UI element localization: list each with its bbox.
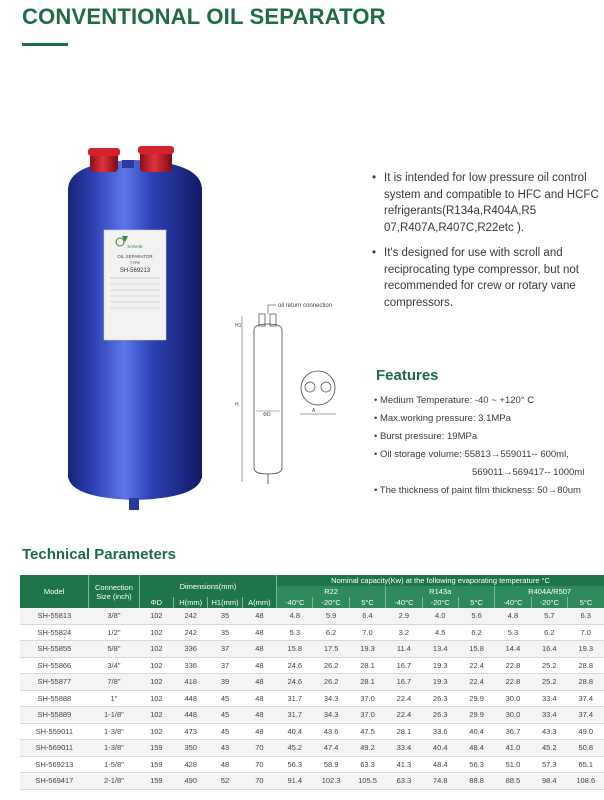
model-cell: SH-569011	[20, 740, 89, 757]
drawing-h: H	[235, 402, 239, 408]
table-cell: 159	[139, 773, 173, 790]
table-row	[20, 624, 604, 641]
model-cell: SH-55855	[20, 641, 89, 658]
table-cell: 26.3	[422, 690, 458, 707]
table-cell: 41.3	[386, 756, 422, 773]
table-row	[20, 690, 604, 707]
table-cell: 35	[208, 608, 242, 624]
header-temp: -20°C	[422, 597, 458, 608]
header-temp: -40°C	[495, 597, 531, 608]
intro-bullets	[372, 170, 604, 320]
table-cell: 1-5/8"	[89, 756, 140, 773]
table-cell: 6.2	[458, 624, 494, 641]
table-cell: 26.3	[422, 707, 458, 724]
header-temp: 5°C	[567, 597, 604, 608]
table-cell: 448	[174, 707, 208, 724]
table-cell: 28.1	[349, 657, 385, 674]
table-cell: 159	[139, 756, 173, 773]
table-cell: 102	[139, 723, 173, 740]
technical-parameters-table	[20, 575, 604, 790]
table-cell: 15.8	[277, 641, 313, 658]
table-cell: 6.3	[567, 608, 604, 624]
table-cell: 242	[174, 624, 208, 641]
table-cell: 7.0	[567, 624, 604, 641]
table-cell: 102	[139, 707, 173, 724]
table-row	[20, 641, 604, 658]
table-cell: 19.3	[349, 641, 385, 658]
table-cell: 88.8	[458, 773, 494, 790]
feature-item: • Medium Temperature: -40 ~ +120° C	[374, 395, 535, 406]
table-cell: 5.6	[458, 608, 494, 624]
table-cell: 4.8	[277, 608, 313, 624]
table-cell: 51.0	[495, 756, 531, 773]
feature-item: • The thickness of paint film thickness: 50→80um	[374, 485, 581, 496]
table-cell: 70	[242, 773, 276, 790]
drawing-diameter: ΦD	[263, 412, 271, 418]
header-r404a: R404A/R507	[495, 586, 604, 597]
table-cell: 40.4	[422, 740, 458, 757]
table-cell: 48	[242, 641, 276, 658]
features-heading: Features	[376, 367, 439, 384]
table-cell: 336	[174, 641, 208, 658]
table-cell: 428	[174, 756, 208, 773]
bullet-icon: •	[372, 172, 377, 184]
table-cell: 37.4	[567, 707, 604, 724]
table-cell: 2-1/8"	[89, 773, 140, 790]
table-cell: 48	[242, 657, 276, 674]
table-cell: 48.4	[458, 740, 494, 757]
table-cell: 45	[208, 707, 242, 724]
label-line1: OIL SEPARATOR	[117, 254, 153, 259]
header-dimensions: Dimensions(mm)	[139, 575, 276, 597]
table-cell: 48	[242, 608, 276, 624]
table-cell: 16.7	[386, 657, 422, 674]
table-cell: 102.3	[313, 773, 349, 790]
table-cell: 45.2	[531, 740, 567, 757]
table-cell: 350	[174, 740, 208, 757]
title-underline	[22, 43, 68, 46]
table-cell: 56.3	[458, 756, 494, 773]
table-cell: 34.3	[313, 707, 349, 724]
table-row	[20, 773, 604, 790]
table-cell: 336	[174, 657, 208, 674]
table-cell: 19.3	[422, 674, 458, 691]
feature-item-continued: 569011→569417-- 1000ml	[472, 467, 585, 478]
table-cell: 24.6	[277, 657, 313, 674]
table-cell: 4.5	[422, 624, 458, 641]
table-row	[20, 723, 604, 740]
table-cell: 48	[208, 756, 242, 773]
table-cell: 5/8"	[89, 641, 140, 658]
table-cell: 63.3	[349, 756, 385, 773]
table-cell: 48	[242, 674, 276, 691]
table-cell: 37.4	[567, 690, 604, 707]
table-cell: 29.9	[458, 707, 494, 724]
table-cell: 47.4	[313, 740, 349, 757]
header-r143a: R143a	[386, 586, 495, 597]
table-cell: 22.4	[386, 707, 422, 724]
table-cell: 22.4	[458, 674, 494, 691]
table-cell: 45.2	[277, 740, 313, 757]
header-dim: H1(mm)	[208, 597, 242, 608]
table-cell: 1-3/8"	[89, 740, 140, 757]
label-model: SH-569213	[119, 268, 151, 274]
table-cell: 29.9	[458, 690, 494, 707]
table-cell: 30.0	[495, 707, 531, 724]
header-temp: -40°C	[277, 597, 313, 608]
table-cell: 33.4	[531, 707, 567, 724]
table-cell: 28.1	[349, 674, 385, 691]
table-cell: 13.4	[422, 641, 458, 658]
feature-item: • Max.working pressure: 3.1MPa	[374, 413, 511, 424]
table-cell: 56.3	[277, 756, 313, 773]
table-cell: 16.7	[386, 674, 422, 691]
table-cell: 5.3	[495, 624, 531, 641]
table-cell: 36.7	[495, 723, 531, 740]
table-cell: 37.0	[349, 707, 385, 724]
table-cell: 28.8	[567, 657, 604, 674]
table-cell: 1-1/8"	[89, 707, 140, 724]
table-cell: 88.5	[495, 773, 531, 790]
table-cell: 473	[174, 723, 208, 740]
table-cell: 70	[242, 740, 276, 757]
intro-item: • It is intended for low pressure oil control system and compatible to HFC and HCFC refrigerants(R134a,R404A,R5 07,R407A,R407C,R22etc ).	[372, 172, 599, 234]
table-cell: 448	[174, 690, 208, 707]
table-cell: 16.4	[531, 641, 567, 658]
table-cell: 50.8	[567, 740, 604, 757]
header-dim: ΦD	[139, 597, 173, 608]
model-cell: SH-569213	[20, 756, 89, 773]
drawing-top-label: oil return connection	[278, 303, 333, 309]
intro-item: • It's designed for use with scroll and reciprocating type compressor, but not recommended for crew or rotary vane compressors.	[372, 247, 579, 309]
table-cell: 6.2	[531, 624, 567, 641]
table-cell: 37	[208, 641, 242, 658]
table-cell: 19.3	[567, 641, 604, 658]
header-temp: -20°C	[313, 597, 349, 608]
table-cell: 105.5	[349, 773, 385, 790]
table-cell: 3/8"	[89, 608, 140, 624]
label-line2: TYPE	[129, 260, 141, 265]
table-cell: 1-3/8"	[89, 723, 140, 740]
table-cell: 4.8	[495, 608, 531, 624]
table-row	[20, 756, 604, 773]
table-cell: 102	[139, 690, 173, 707]
table-cell: 52	[208, 773, 242, 790]
header-temp: -40°C	[386, 597, 422, 608]
table-cell: 26.2	[313, 674, 349, 691]
table-cell: 41.0	[495, 740, 531, 757]
technical-parameters-heading: Technical Parameters	[22, 546, 176, 563]
product-photo	[60, 138, 210, 518]
table-cell: 5.9	[313, 608, 349, 624]
table-cell: 45	[208, 723, 242, 740]
table-cell: 22.8	[495, 657, 531, 674]
model-cell: SH-559011	[20, 723, 89, 740]
table-cell: 15.8	[458, 641, 494, 658]
table-cell: 49.2	[349, 740, 385, 757]
table-cell: 57.3	[531, 756, 567, 773]
table-cell: 65.1	[567, 756, 604, 773]
table-cell: 43.6	[313, 723, 349, 740]
page-title: CONVENTIONAL OIL SEPARATOR	[22, 4, 386, 29]
table-cell: 11.4	[386, 641, 422, 658]
table-cell: 6.4	[349, 608, 385, 624]
table-cell: 48	[242, 624, 276, 641]
label-brand: SANHE	[127, 244, 143, 249]
table-cell: 48.4	[422, 756, 458, 773]
table-row	[20, 674, 604, 691]
dimension-drawing	[226, 296, 346, 496]
table-cell: 39	[208, 674, 242, 691]
header-connection: Connection Size (inch)	[89, 575, 140, 608]
table-row	[20, 740, 604, 757]
table-cell: 4.0	[422, 608, 458, 624]
feature-item: • Burst pressure: 19MPa	[374, 431, 478, 442]
table-cell: 102	[139, 624, 173, 641]
table-cell: 17.5	[313, 641, 349, 658]
table-row	[20, 657, 604, 674]
table-cell: 74.8	[422, 773, 458, 790]
table-cell: 58.9	[313, 756, 349, 773]
table-cell: 31.7	[277, 707, 313, 724]
table-cell: 31.7	[277, 690, 313, 707]
table-cell: 40.4	[277, 723, 313, 740]
table-cell: 30.0	[495, 690, 531, 707]
drawing-h1: H1	[235, 323, 242, 329]
table-cell: 7/8"	[89, 674, 140, 691]
table-cell: 91.4	[277, 773, 313, 790]
table-cell: 28.1	[386, 723, 422, 740]
table-cell: 490	[174, 773, 208, 790]
model-cell: SH-569417	[20, 773, 89, 790]
table-cell: 98.4	[531, 773, 567, 790]
header-temp: 5°C	[349, 597, 385, 608]
table-cell: 33.4	[531, 690, 567, 707]
table-cell: 48	[242, 723, 276, 740]
table-cell: 159	[139, 740, 173, 757]
table-cell: 49.0	[567, 723, 604, 740]
table-cell: 43	[208, 740, 242, 757]
header-temp: -20°C	[531, 597, 567, 608]
table-cell: 102	[139, 657, 173, 674]
model-cell: SH-55866	[20, 657, 89, 674]
model-cell: SH-55813	[20, 608, 89, 624]
table-cell: 26.2	[313, 657, 349, 674]
table-cell: 102	[139, 674, 173, 691]
table-row	[20, 707, 604, 724]
model-cell: SH-55889	[20, 707, 89, 724]
header-dim: A(mm)	[242, 597, 276, 608]
table-cell: 22.8	[495, 674, 531, 691]
header-temp: 5°C	[458, 597, 494, 608]
table-row	[20, 608, 604, 624]
table-cell: 47.5	[349, 723, 385, 740]
table-cell: 22.4	[458, 657, 494, 674]
table-cell: 5.7	[531, 608, 567, 624]
table-cell: 45	[208, 690, 242, 707]
features-list	[374, 392, 604, 500]
table-cell: 48	[242, 707, 276, 724]
table-cell: 28.8	[567, 674, 604, 691]
table-cell: 2.9	[386, 608, 422, 624]
table-cell: 34.3	[313, 690, 349, 707]
table-cell: 1"	[89, 690, 140, 707]
table-cell: 70	[242, 756, 276, 773]
table-cell: 40.4	[458, 723, 494, 740]
bullet-icon: •	[372, 247, 377, 259]
table-cell: 35	[208, 624, 242, 641]
table-cell: 3/4"	[89, 657, 140, 674]
table-cell: 19.3	[422, 657, 458, 674]
table-cell: 33.6	[422, 723, 458, 740]
table-cell: 5.3	[277, 624, 313, 641]
model-cell: SH-55824	[20, 624, 89, 641]
table-cell: 37	[208, 657, 242, 674]
table-cell: 24.6	[277, 674, 313, 691]
header-capacity: Nominal capacity(Kw) at the following evaporating temperature °C	[277, 575, 604, 586]
table-cell: 1/2"	[89, 624, 140, 641]
table-cell: 242	[174, 608, 208, 624]
table-cell: 37.0	[349, 690, 385, 707]
feature-item: • Oil storage volume: 55813→559011-- 600ml,	[374, 449, 569, 460]
table-cell: 25.2	[531, 657, 567, 674]
table-cell: 102	[139, 608, 173, 624]
table-cell: 63.3	[386, 773, 422, 790]
model-cell: SH-55888	[20, 690, 89, 707]
table-cell: 25.2	[531, 674, 567, 691]
table-cell: 48	[242, 690, 276, 707]
table-cell: 102	[139, 641, 173, 658]
table-cell: 7.0	[349, 624, 385, 641]
header-r22: R22	[277, 586, 386, 597]
table-cell: 22.4	[386, 690, 422, 707]
table-cell: 14.4	[495, 641, 531, 658]
table-cell: 33.4	[386, 740, 422, 757]
table-cell: 43.3	[531, 723, 567, 740]
drawing-a: A	[312, 408, 316, 414]
table-cell: 6.2	[313, 624, 349, 641]
table-cell: 418	[174, 674, 208, 691]
model-cell: SH-55877	[20, 674, 89, 691]
header-model: Model	[20, 575, 89, 608]
table-cell: 3.2	[386, 624, 422, 641]
table-cell: 108.6	[567, 773, 604, 790]
header-dim: H(mm)	[174, 597, 208, 608]
